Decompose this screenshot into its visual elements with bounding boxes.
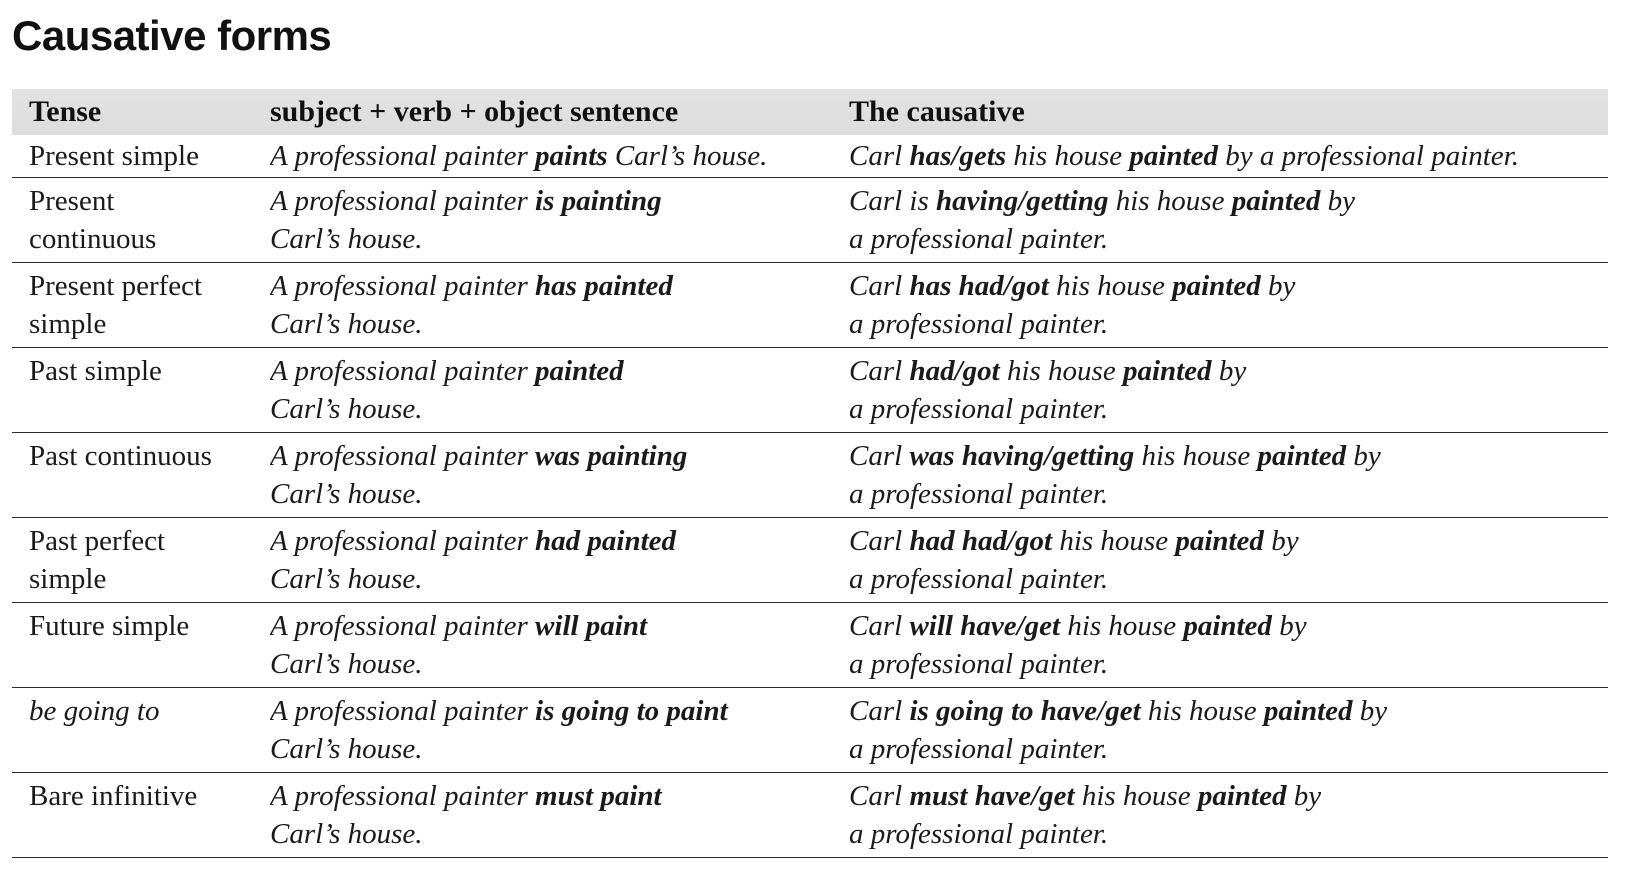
header-tense: Tense — [29, 95, 102, 128]
verb-highlight: painted — [1129, 140, 1218, 172]
tense-cell — [12, 603, 270, 687]
sentence-text: Carl — [849, 780, 910, 812]
tense-cell — [12, 263, 270, 347]
sentence-cell — [270, 348, 849, 432]
verb-highlight: painted — [1183, 610, 1272, 642]
causative-cell-line — [849, 815, 1608, 853]
sentence-text: A professional painter — [270, 695, 536, 727]
causative-cell-line — [849, 560, 1608, 598]
causative-cell-line — [849, 645, 1608, 683]
sentence-text: A professional painter — [270, 440, 536, 472]
sentence-cell-line — [270, 437, 849, 475]
sentence-text: by a professional painter. — [1218, 140, 1520, 172]
sentence-text: A professional painter — [270, 270, 536, 302]
causative-cell-line — [849, 267, 1608, 305]
sentence-text: his house — [999, 355, 1123, 387]
sentence-text: Carl’s house. — [270, 733, 423, 765]
sentence-text: Carl — [849, 355, 910, 387]
sentence-text: his house — [1108, 185, 1232, 217]
table-row — [12, 688, 1608, 773]
sentence-cell-line — [270, 815, 849, 853]
verb-highlight: has/gets — [909, 140, 1007, 172]
sentence-cell-line — [270, 560, 849, 598]
tense-text: Past continuous — [29, 440, 212, 472]
verb-highlight: painted — [1257, 440, 1347, 472]
table-body — [12, 135, 1608, 858]
sentence-cell-line — [270, 777, 849, 815]
sentence-cell-line — [270, 137, 849, 175]
verb-highlight: must paint — [535, 780, 662, 812]
sentence-cell — [270, 135, 849, 177]
sentence-text: by — [1286, 780, 1322, 812]
causative-cell — [849, 348, 1608, 432]
tense-cell — [12, 688, 270, 772]
verb-highlight: painted — [1231, 185, 1321, 217]
sentence-text: a professional painter. — [849, 563, 1109, 595]
sentence-text: A professional painter — [270, 525, 536, 557]
verb-highlight: was having/getting — [909, 440, 1135, 472]
sentence-cell-line — [270, 182, 849, 220]
tense-text: Future simple — [29, 610, 190, 642]
verb-highlight: was painting — [535, 440, 688, 472]
tense-cell — [12, 178, 270, 262]
sentence-text: a professional painter. — [849, 733, 1109, 765]
sentence-cell — [270, 773, 849, 857]
causative-cell — [849, 433, 1608, 517]
sentence-text: a professional painter. — [849, 648, 1109, 680]
sentence-text: his house — [1060, 610, 1184, 642]
tense-text: Present perfect — [29, 270, 203, 302]
sentence-text: Carl’s house. — [270, 308, 423, 340]
sentence-cell — [270, 518, 849, 602]
causative-cell — [849, 135, 1608, 177]
causative-cell-line — [849, 182, 1608, 220]
causative-cell — [849, 603, 1608, 687]
tense-text: simple — [29, 563, 107, 595]
verb-highlight: had had/got — [909, 525, 1053, 557]
sentence-cell-line — [270, 352, 849, 390]
verb-highlight: painted — [1172, 270, 1261, 302]
tense-text: Past simple — [29, 355, 162, 387]
sentence-text: Carl — [849, 140, 910, 172]
tense-cell — [12, 773, 270, 857]
sentence-text: Carl is — [849, 185, 937, 217]
verb-highlight: will have/get — [909, 610, 1061, 642]
sentence-text: his house — [1134, 440, 1258, 472]
causative-cell — [849, 178, 1608, 262]
verb-highlight: is going to have/get — [909, 695, 1141, 727]
sentence-cell — [270, 688, 849, 772]
sentence-text: Carl’s house. — [270, 393, 423, 425]
sentence-text: Carl’s house. — [270, 818, 423, 850]
sentence-cell-line — [270, 390, 849, 428]
table-row — [12, 135, 1608, 178]
header-causative: The causative — [849, 95, 1025, 128]
sentence-text: by — [1320, 185, 1355, 217]
causative-cell — [849, 263, 1608, 347]
causative-cell-line — [849, 522, 1608, 560]
causative-cell-line — [849, 437, 1608, 475]
causative-cell-line — [849, 730, 1608, 768]
table-row — [12, 348, 1608, 433]
verb-highlight: will paint — [535, 610, 648, 642]
causative-cell — [849, 688, 1608, 772]
causative-cell-line — [849, 607, 1608, 645]
verb-highlight: painted — [535, 355, 624, 387]
tense-text: Past perfect — [29, 525, 166, 557]
causative-cell-line — [849, 305, 1608, 343]
sentence-text: a professional painter. — [849, 393, 1109, 425]
tense-text: continuous — [29, 223, 157, 255]
sentence-text: by — [1260, 270, 1296, 302]
sentence-text: A professional painter — [270, 780, 536, 812]
sentence-text: A professional painter — [270, 140, 536, 172]
causative-cell — [849, 773, 1608, 857]
sentence-cell-line — [270, 305, 849, 343]
sentence-cell-line — [270, 607, 849, 645]
sentence-text: his house — [1006, 140, 1130, 172]
sentence-text: his house — [1048, 270, 1173, 302]
sentence-cell-line — [270, 730, 849, 768]
sentence-text: by — [1352, 695, 1388, 727]
header-sentence: subject + verb + object sentence — [270, 95, 679, 128]
causative-cell-line — [849, 137, 1608, 175]
sentence-text: his house — [1140, 695, 1264, 727]
sentence-text: Carl’s house. — [607, 140, 768, 172]
tense-cell — [12, 135, 270, 177]
sentence-cell — [270, 603, 849, 687]
verb-highlight: painted — [1263, 695, 1353, 727]
causative-cell-line — [849, 352, 1608, 390]
causative-cell-line — [849, 777, 1608, 815]
table-row — [12, 603, 1608, 688]
verb-highlight: painted — [1175, 525, 1264, 557]
sentence-cell-line — [270, 692, 849, 730]
sentence-cell-line — [270, 522, 849, 560]
sentence-text: by — [1263, 525, 1299, 557]
table-row — [12, 178, 1608, 263]
verb-highlight: having/getting — [936, 185, 1109, 217]
sentence-text: a professional painter. — [849, 223, 1109, 255]
verb-highlight: is going to paint — [535, 695, 728, 727]
sentence-text: Carl — [849, 695, 910, 727]
sentence-text: by — [1346, 440, 1381, 472]
sentence-text: A professional painter — [270, 355, 536, 387]
causative-cell-line — [849, 475, 1608, 513]
sentence-text: Carl — [849, 610, 910, 642]
table-header — [12, 89, 1608, 135]
sentence-text: his house — [1052, 525, 1176, 557]
table-row — [12, 518, 1608, 603]
sentence-cell-line — [270, 267, 849, 305]
causative-cell — [849, 518, 1608, 602]
causative-forms-table — [12, 89, 1608, 858]
table-row — [12, 263, 1608, 348]
sentence-cell-line — [270, 220, 849, 258]
sentence-text: a professional painter. — [849, 308, 1109, 340]
causative-cell-line — [849, 692, 1608, 730]
sentence-cell — [270, 263, 849, 347]
tense-cell — [12, 348, 270, 432]
verb-highlight: had painted — [535, 525, 677, 557]
sentence-text: A professional painter — [270, 610, 536, 642]
sentence-cell — [270, 433, 849, 517]
causative-cell-line — [849, 390, 1608, 428]
sentence-cell — [270, 178, 849, 262]
verb-highlight: has had/got — [909, 270, 1049, 302]
sentence-text: Carl’s house. — [270, 648, 423, 680]
verb-highlight: has painted — [535, 270, 673, 302]
tense-text: Present simple — [29, 140, 199, 172]
tense-text: simple — [29, 308, 107, 340]
verb-highlight: paints — [535, 140, 608, 172]
verb-highlight: had/got — [909, 355, 1000, 387]
sentence-text: his house — [1074, 780, 1198, 812]
sentence-cell-line — [270, 475, 849, 513]
sentence-text: Carl — [849, 270, 910, 302]
table-row — [12, 433, 1608, 518]
table-row — [12, 773, 1608, 858]
sentence-text: Carl’s house. — [270, 223, 423, 255]
verb-highlight: painted — [1122, 355, 1212, 387]
sentence-text: a professional painter. — [849, 478, 1109, 510]
sentence-text: by — [1211, 355, 1247, 387]
tense-text: be going to — [29, 695, 160, 727]
tense-text: Present — [29, 185, 115, 217]
verb-highlight: is painting — [535, 185, 662, 217]
sentence-text: by — [1271, 610, 1307, 642]
sentence-text: Carl — [849, 525, 910, 557]
sentence-text: Carl’s house. — [270, 478, 423, 510]
sentence-text: Carl’s house. — [270, 563, 423, 595]
verb-highlight: must have/get — [909, 780, 1075, 812]
sentence-text: a professional painter. — [849, 818, 1109, 850]
causative-cell-line — [849, 220, 1608, 258]
tense-text: Bare infinitive — [29, 780, 198, 812]
sentence-text: Carl — [849, 440, 910, 472]
verb-highlight: painted — [1197, 780, 1287, 812]
tense-cell — [12, 518, 270, 602]
sentence-cell-line — [270, 645, 849, 683]
sentence-text: A professional painter — [270, 185, 536, 217]
page-title: Causative forms — [12, 12, 332, 59]
tense-cell — [12, 433, 270, 517]
